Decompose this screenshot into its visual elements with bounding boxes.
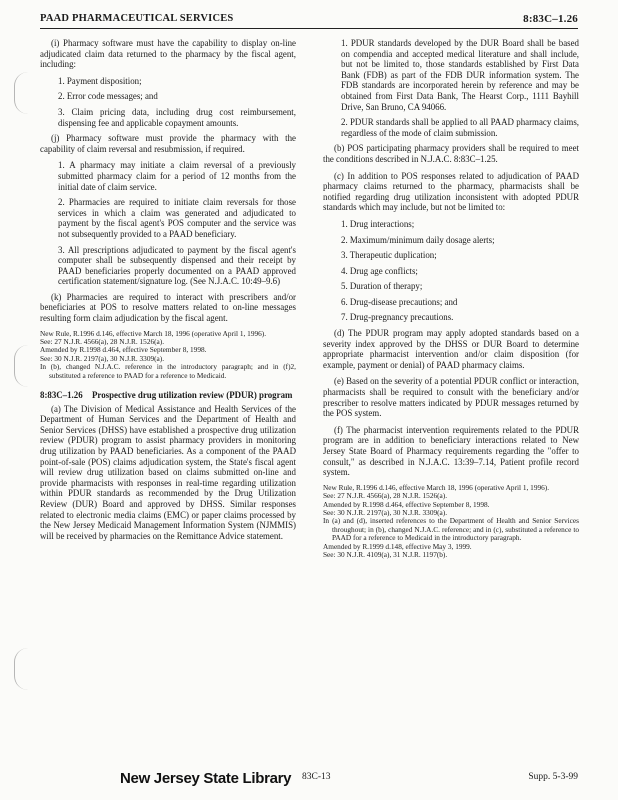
list-item: 3. Claim pricing data, including drug cost reimbursement, dispensing fee and applicable copayment amounts.: [58, 106, 296, 128]
header-chapter-title: PAAD PHARMACEUTICAL SERVICES: [40, 13, 234, 24]
section-number: 8:83C–1.26: [40, 390, 83, 401]
paragraph-e: (e) Based on the severity of a potential PDUR conflict or interaction, pharmacists shall be required to consult with the beneficiary and/or prescriber to resolve matters indicated by PDUR messages returned by the POS system.: [323, 376, 579, 419]
paragraph-f: (f) The pharmacist intervention requirements related to the PDUR program are in addition to beneficiary interactions related to New Jersey State Board of Pharmacy requirements regarding the "offer to consult," as described in N.J.A.C. 13:39–7.14, Patient profile record system.: [323, 424, 579, 478]
paragraph-a: (a) The Division of Medical Assistance and Health Services of the Department of Human Services and the Department of Health and Senior Services (DHSS) have established a prospective drug utilization review (PDUR) program to assist pharmacy providers in monitoring drug utilization by PAAD beneficiaries. As a component of the PAAD point-of-sale (POS) claims adjudication system, the State's fiscal agent will review drug utilization based on claims submitted on-line and provide pharmacists with responses in real-time regarding utilization within PDUR standards as recommended by the Drug Utilization Review (DUR) Board and approved by DHSS. Similar responses related to electronic media claims (EMC) or paper claims processed by the New Jersey Medicaid Management Information System (NJMMIS) will be received by pharmacies on the Remittance Advice statement.: [40, 403, 296, 541]
running-header: [40, 12, 578, 29]
history-note: [323, 484, 579, 560]
paragraph-c: (c) In addition to POS responses related to adjudication of PAAD pharmacy claims returned to the pharmacy, pharmacists shall be notified regarding drug utilization inconsistent with adopted PDUR standards which may include, but not be limited to:: [323, 170, 579, 213]
section-title: Prospective drug utilization review (PDUR) program: [92, 390, 293, 401]
list-item: 2. Maximum/minimum daily dosage alerts;: [341, 234, 495, 245]
list-item: 5. Duration of therapy;: [341, 281, 423, 292]
history-line: In (b), changed N.J.A.C. reference in the introductory paragraph; and in (f)2, substituted a reference to PAAD for a reference to Medicaid.: [40, 362, 296, 380]
history-line: Amended by R.1998 d.464, effective September 8, 1998.: [40, 345, 207, 355]
history-line: See: 30 N.J.R. 2197(a), 30 N.J.R. 3309(a).: [323, 508, 448, 517]
paragraph-b: (b) POS participating pharmacy providers shall be required to meet the conditions described in N.J.A.C. 8:83C–1.25.: [323, 143, 579, 164]
margin-scan-mark: [14, 72, 29, 114]
margin-scan-mark: [14, 345, 29, 387]
history-line: Amended by R.1998 d.464, effective September 8, 1998.: [323, 499, 490, 509]
list-item: 7. Drug-pregnancy precautions.: [341, 312, 454, 323]
list-item: 1. Payment disposition;: [58, 75, 142, 86]
supplement-date: Supp. 5-3-99: [528, 772, 578, 782]
page-footer: [40, 770, 578, 790]
list-item: 1. A pharmacy may initiate a claim reversal of a previously submitted pharmacy claim for a period of 12 months from the initial date of claim service.: [58, 160, 296, 192]
history-line: New Rule, R.1996 d.146, effective March 18, 1996 (operative April 1, 1996).: [323, 482, 550, 492]
section-heading: [40, 390, 296, 401]
left-column: [40, 38, 296, 547]
history-line: In (a) and (d), inserted references to the Department of Health and Senior Services throughout; in (b), changed N.J.A.C. reference; and in (c), substituted a reference to PAAD for a reference to Medicaid in the introductory paragraph.: [323, 516, 579, 543]
history-line: Amended by R.1999 d.148, effective May 3, 1999.: [323, 541, 472, 551]
library-stamp: New Jersey State Library: [120, 770, 292, 787]
history-line: See: 30 N.J.R. 4109(a), 31 N.J.R. 1197(b).: [323, 550, 448, 560]
list-item: 3. Therapeutic duplication;: [341, 250, 437, 261]
list-item: 4. Drug age conflicts;: [341, 265, 418, 276]
list-item: 1. Drug interactions;: [341, 218, 415, 229]
header-section-number: 8:83C–1.26: [523, 13, 578, 25]
list-item: 3. All prescriptions adjudicated to payment by the fiscal agent's computer shall be subsequently dispensed and their receipt by PAAD beneficiaries properly documented on a PAAD approved certification statement/signature log. (See N.J.A.C. 10:49–9.6): [58, 244, 296, 287]
paragraph-d: (d) The PDUR program may apply adopted standards based on a severity index approved by the DHSS or DUR Board to determine appropriate pharmacist intervention and/or claim disposition (for example, payment or denial) of PAAD pharmacy claims.: [323, 328, 579, 370]
history-note: [40, 330, 296, 380]
history-line: See: 27 N.J.R. 4566(a), 28 N.J.R. 1526(a).: [40, 337, 165, 347]
history-line: See: 27 N.J.R. 4566(a), 28 N.J.R. 1526(a).: [323, 491, 448, 501]
history-line: New Rule, R.1996 d.146, effective March 18, 1996 (operative April 1, 1996).: [40, 328, 267, 338]
list-item: 2. Pharmacies are required to initiate claim reversals for those services in which a claim was generated and adjudicated to payment by the fiscal agent's POS computer and the service was not subsequently provided to a PAAD beneficiary.: [58, 197, 296, 239]
list-item: 1. PDUR standards developed by the DUR Board shall be based on compendia and accepted medical literature and shall include, but not be limited to, those standards established by First Data Bank (FDB) as part of the FDB DUR information system. The FDB standards are incorporated herein by reference and may be obtained from First Data Bank, The Hearst Corp., 1111 Bayhill Drive, San Bruno, CA 94066.: [341, 38, 579, 112]
list-item: 2. Error code messages; and: [58, 91, 158, 102]
right-column: [323, 38, 579, 569]
history-line: See: 30 N.J.R. 2197(a), 30 N.J.R. 3309(a).: [40, 353, 165, 363]
list-item: 2. PDUR standards shall be applied to all PAAD pharmacy claims, regardless of the mode of claim submission.: [341, 117, 579, 138]
paragraph-k: (k) Pharmacies are required to interact with prescribers and/or beneficiaries at POS to resolve matters related to on-line messages resulting form claim adjudication by the fiscal agent.: [40, 291, 296, 324]
margin-scan-mark: [14, 648, 29, 690]
page-number: 83C-13: [302, 772, 331, 782]
paragraph-j: (j) Pharmacy software must provide the pharmacy with the capability of claim reversal and resubmission, if required.: [40, 133, 296, 154]
paragraph-i: (i) Pharmacy software must have the capability to display on-line adjudicated claim data returned to the pharmacy by the fiscal agent, including:: [40, 38, 296, 70]
list-item: 6. Drug-disease precautions; and: [341, 296, 458, 307]
